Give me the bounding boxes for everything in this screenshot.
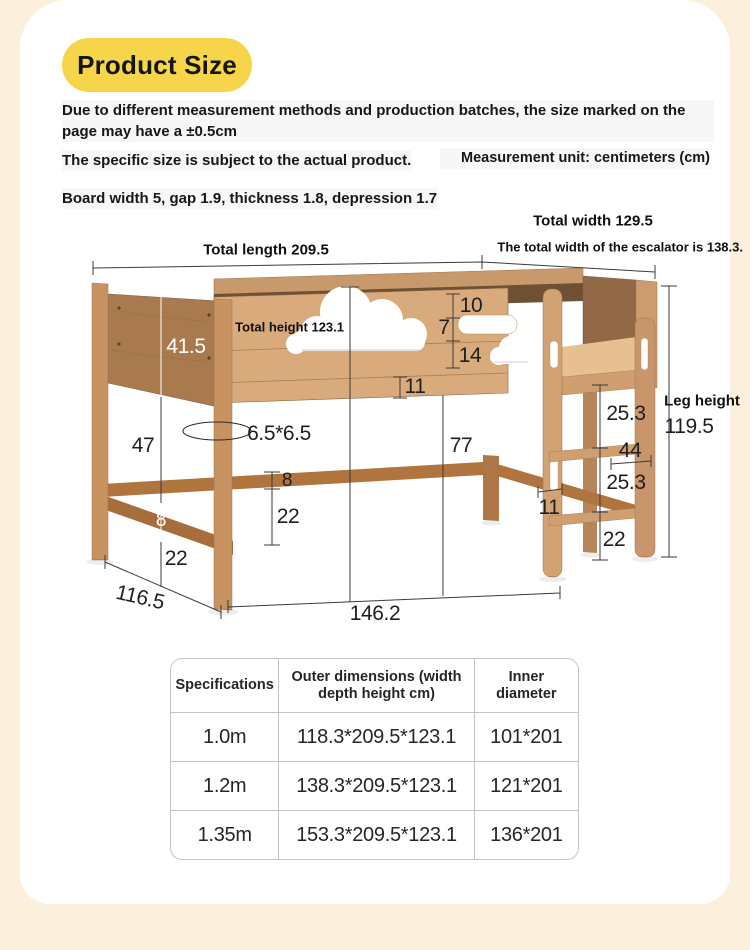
under-bed-height-label: 77 xyxy=(449,434,473,457)
table-row xyxy=(171,762,578,811)
side-stretcher-thickness-label: 8 xyxy=(155,510,167,531)
outer-dim-cell: 118.3*209.5*123.1 xyxy=(279,713,474,762)
spec-cell: 1.35m xyxy=(171,811,279,859)
header-inner-diameter: Inner diameter xyxy=(474,659,578,713)
board-spec-text: Board width 5, gap 1.9, thickness 1.8, depression 1.7 xyxy=(62,190,438,207)
total-width-label: Total width 129.5 xyxy=(533,212,653,230)
size-table xyxy=(170,658,579,860)
rung-gap-mid-label: 25.3 xyxy=(606,471,646,494)
actual-product-text: The specific size is subject to the actual product. xyxy=(62,152,412,169)
rail-plank-label: 11 xyxy=(404,375,426,398)
inner-dia-cell: 101*201 xyxy=(474,713,578,762)
table-row xyxy=(171,811,578,859)
leg-height-value: 119.5 xyxy=(664,415,714,438)
inner-dia-cell: 136*201 xyxy=(490,823,563,846)
table-header-row xyxy=(171,659,578,713)
bed-depth-label: 116.5 xyxy=(113,580,167,615)
rung-to-floor-label: 22 xyxy=(602,528,626,551)
headboard-height-label: 41.5 xyxy=(166,335,206,358)
rung-length-label: 44 xyxy=(618,439,642,462)
spec-cell: 1.2m xyxy=(171,762,279,811)
leg-cross-section-label: 6.5*6.5 xyxy=(247,422,311,445)
stretcher-thickness-label: 8 xyxy=(281,470,293,491)
section-title: Product Size xyxy=(77,49,237,80)
side-stretcher-floor-label: 22 xyxy=(164,547,188,570)
guard-lower-label: 14 xyxy=(458,344,482,367)
disclaimer-text: Due to different measurement methods and production batches, the size marked on the page may have a ±0.5cm xyxy=(62,100,714,142)
outer-dim-cell: 153.3*209.5*123.1 xyxy=(279,811,474,859)
spec-cell: 1.0m xyxy=(171,713,279,762)
escalator-width-label: The total width of the escalator is 138.3. xyxy=(497,239,743,255)
leg-height-title: Leg height xyxy=(664,392,740,410)
inner-length-label: 146.2 xyxy=(349,602,401,625)
header-outer-dimensions: Outer dimensions (width depth height cm) xyxy=(279,659,474,713)
header-specifications: Specifications xyxy=(171,659,279,713)
stretcher-gap-label: 22 xyxy=(276,505,300,528)
clearance-upper-label: 47 xyxy=(131,434,155,457)
table-row xyxy=(171,713,578,762)
total-height-label: Total height 123.1 xyxy=(235,319,344,335)
guard-top-label: 10 xyxy=(459,294,483,317)
outer-dim-cell: 138.3*209.5*123.1 xyxy=(279,762,474,811)
stile-width-label: 11 xyxy=(538,496,560,519)
rung-gap-top-label: 25.3 xyxy=(606,402,646,425)
inner-dia-cell: 121*201 xyxy=(474,762,578,811)
slot-height-label: 7 xyxy=(438,316,450,339)
total-length-label: Total length 209.5 xyxy=(203,241,329,259)
measurement-unit-text: Measurement unit: centimeters (cm) xyxy=(440,148,710,169)
